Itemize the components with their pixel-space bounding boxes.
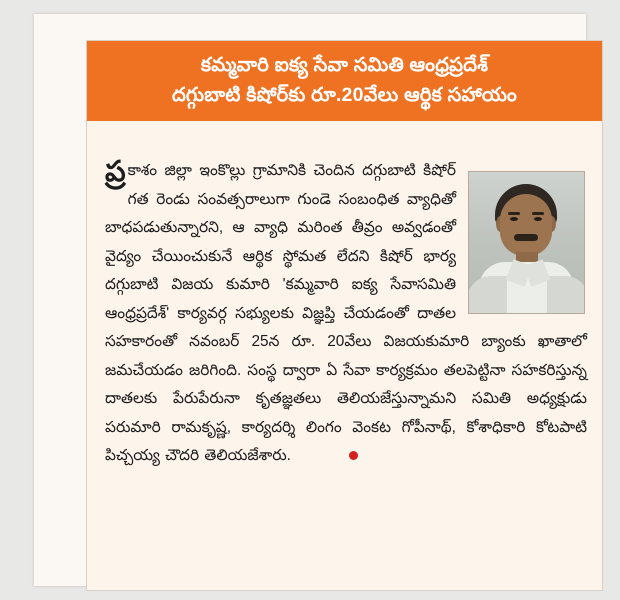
article-text: కాశం జిల్లా ఇంకొల్లు గ్రామానికి చెందిన దగ్గుబాటి కిషోర్ గత రెండు సంవత్సరాలుగా గుండె సంబంధిత వ్యాధితో బాధపడుతున్నారని, ఆ వ్యాధి మరింత తీవ్రం అవ్వడంతో వైద్యం చేయించుకునే ఆర్థిక స్థోమత లేదని కిషోర్ భార్య దగ్గుబాటి విజయ కుమారి 'కమ్మవారి ఐక్య సేవాసమితి ఆంధ్రప్రదేశ్' కార్యవర్గ సభ్యులకు విజ్ఞప్తి చేయడంతో దాతల సహకారంతో నవంబర్ 25న రూ. 20వేలు విజయకుమారి బ్యాంకు ఖాతాలో జమచేయడం జరిగింది. సంస్థ ద్వారా ఏ సేవా కార్యక్రమం తలపెట్టినా సహకరిస్తున్న దాతలకు పేరుపేరునా కృతజ్ఞతలు తెలియజేస్తున్నామని సమితి అధ్యక్షుడు పరుమారి రామకృష్ణ, కార్యదర్శి లింగం వెంకట గోపీనాథ్, కోశాధికారి కోటపాటి పిచ్చయ్య చౌదరి తెలియజేశారు. [105, 162, 587, 464]
headline-line-2: దగ్గుబాటి కిషోర్‌కు రూ.20వేలు ఆర్థిక సహాయం [171, 84, 518, 106]
portrait-photo [468, 171, 585, 314]
headline-banner [87, 41, 602, 121]
drop-cap: ప్ర [105, 156, 126, 188]
portrait-eye-left [510, 217, 518, 221]
portrait-face [500, 194, 552, 256]
headline-line-1: కమ్మవారి ఐక్య సేవా సమితి ఆంధ్రప్రదేశ్ [200, 54, 489, 76]
portrait-eye-right [534, 217, 542, 221]
portrait-shoulder-left [468, 276, 507, 314]
portrait-shoulder-right [547, 276, 585, 314]
newspaper-clipping [86, 40, 603, 591]
paper-sheet [34, 14, 586, 586]
end-marker-dot [349, 451, 358, 460]
article-body [87, 143, 602, 590]
portrait-brow-left [508, 212, 520, 215]
portrait-brow-right [532, 212, 544, 215]
portrait-moustache [514, 234, 538, 241]
